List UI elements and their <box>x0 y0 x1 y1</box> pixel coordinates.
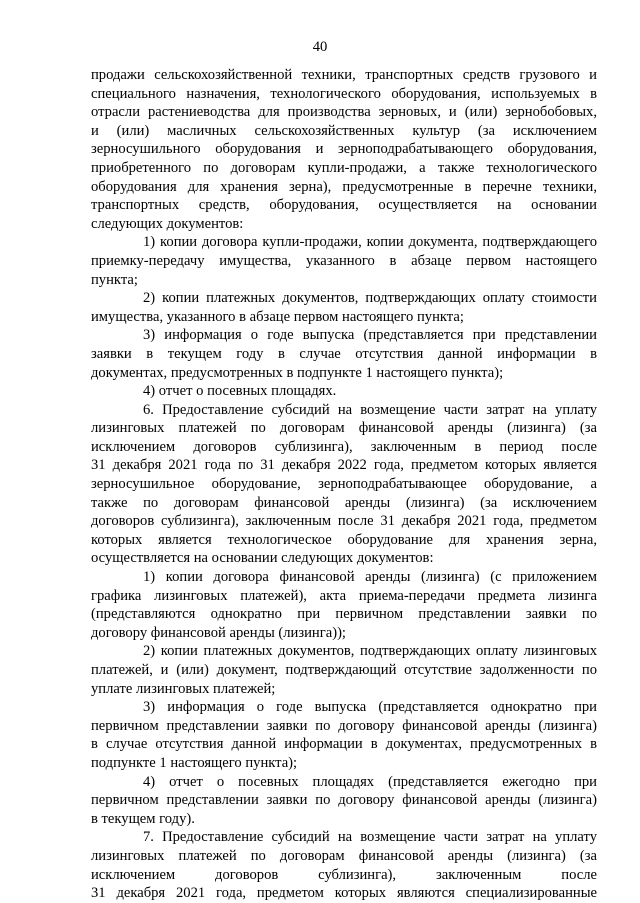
text-line: имущества, указанного в абзаце первом настоящего пункта; <box>91 308 464 325</box>
text-line: 4) отчет о посевных площадях (представляется ежегодно при <box>143 773 597 790</box>
text-line: исключением договоров сублизинга), заключенным в период после <box>91 438 597 455</box>
text-line: подпункте 1 настоящего пункта); <box>91 754 298 771</box>
text-line: договоров сублизинга), заключенным после 31 декабря 2021 года, предметом <box>91 513 597 530</box>
paragraph <box>91 773 597 829</box>
text-line: осуществляется на основании следующих документов: <box>91 550 434 567</box>
text-line: в текущем году). <box>91 810 195 827</box>
text-line: заявки в текущем году в случае отсутствия данной информации в <box>91 345 597 362</box>
paragraph <box>91 382 597 401</box>
paragraph <box>91 66 597 233</box>
page-number: 40 <box>312 39 328 55</box>
text-line: следующих документов: <box>91 215 244 232</box>
text-line: приемку-передачу имущества, указанного в абзаце первом настоящего <box>91 252 597 269</box>
paragraph <box>91 642 597 698</box>
text-line: 2) копии платежных документов, подтверждающих оплату стоимости <box>143 290 597 307</box>
paragraph <box>91 568 597 642</box>
text-line: также по договорам финансовой аренды (лизинга) (за исключением <box>91 494 597 511</box>
text-line: первичном представлении заявки по договору финансовой аренды (лизинга) <box>91 717 597 734</box>
text-line: 2) копии платежных документов, подтверждающих оплату лизинговых <box>143 643 597 660</box>
text-line: продажи сельскохозяйственной техники, транспортных средств грузового и <box>91 67 597 83</box>
text-line: графика лизинговых платежей), акта приема-передачи предмета лизинга <box>91 587 597 604</box>
text-line: платежей, и (или) документ, подтверждающий отсутствие задолженности по <box>91 662 597 678</box>
text-line: 31 декабря 2021 года, предметом которых являются специализированные <box>91 885 597 902</box>
text-line: пункта; <box>91 271 138 288</box>
text-line: оборудования для хранения зерна), предусмотренные в перечне техники, <box>91 178 597 195</box>
text-line: приобретенного по договорам купли-продажи, а также технологического <box>91 159 597 176</box>
text-line: 1) копии договора купли-продажи, копии документа, подтверждающего <box>143 234 597 251</box>
document-body <box>91 66 597 903</box>
text-line: которых является технологическое оборудование для хранения зерна, <box>91 531 597 548</box>
text-line: 7. Предоставление субсидий на возмещение части затрат на уплату <box>143 829 597 846</box>
text-line: договору финансовой аренды (лизинга)); <box>91 624 346 641</box>
text-line: и (или) масличных сельскохозяйственных культур (за исключением <box>91 122 597 139</box>
text-line: уплате лизинговых платежей; <box>91 680 276 697</box>
text-line: первичном представлении заявки по договору финансовой аренды (лизинга) <box>91 792 597 809</box>
text-line: документах, предусмотренных в подпункте 1 настоящего пункта); <box>91 364 504 381</box>
paragraph <box>91 326 597 382</box>
text-line: в случае отсутствия данной информации в документах, предусмотренных в <box>91 736 597 753</box>
text-line: 3) информация о годе выпуска (представляется однократно при <box>143 699 597 716</box>
text-line: отрасли растениеводства для производства зерновых, и (или) зернобобовых, <box>91 104 597 121</box>
paragraph <box>91 828 597 902</box>
text-line: исключением договоров сублизинга), заключенным после <box>91 866 597 883</box>
text-line: 6. Предоставление субсидий на возмещение части затрат на уплату <box>143 401 597 418</box>
text-line: 31 декабря 2021 года по 31 декабря 2022 года, предметом которых является <box>91 457 597 474</box>
text-line: зерносушильного оборудования и зерноподрабатывающего оборудования, <box>91 141 597 158</box>
paragraph <box>91 233 597 289</box>
paragraph <box>91 698 597 772</box>
text-line: транспортных средств, оборудования, осуществляется на основании <box>91 197 597 214</box>
text-line: 4) отчет о посевных площадях. <box>143 383 337 400</box>
text-line: специального назначения, технологического оборудования, используемых в <box>91 85 597 102</box>
paragraph <box>91 289 597 326</box>
text-line: 3) информация о годе выпуска (представляется при представлении <box>143 327 597 344</box>
text-line: лизинговых платежей по договорам финансовой аренды (лизинга) (за <box>91 420 597 437</box>
text-line: лизинговых платежей по договорам финансовой аренды (лизинга) (за <box>91 847 597 864</box>
text-line: зерносушильное оборудование, зерноподрабатывающее оборудование, а <box>91 476 597 493</box>
text-line: (представляются однократно при первичном представлении заявки по <box>91 606 597 623</box>
paragraph <box>91 401 597 568</box>
text-line: 1) копии договора финансовой аренды (лизинга) (с приложением <box>143 569 597 586</box>
